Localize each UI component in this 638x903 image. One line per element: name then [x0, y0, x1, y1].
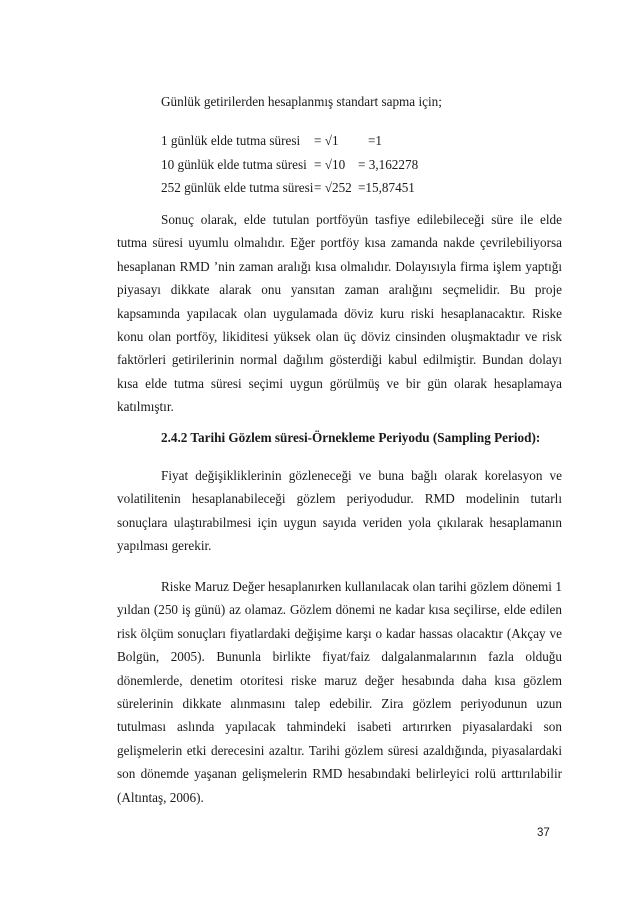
- calc-label: 10 günlük elde tutma süresi: [161, 157, 307, 172]
- page-number: 37: [537, 827, 550, 839]
- intro-line: Günlük getirilerden hesaplanmış standart sapma için;: [161, 94, 442, 109]
- calc-result: =15,87451: [358, 180, 415, 195]
- paragraph-historical-observation: Riske Maruz Değer hesaplanırken kullanılacak olan tarihi gözlem dönemi 1 yıldan (250 iş günü) az olamaz. Gözlem dönemi ne kadar kısa seçilirse, elde edilen risk ölçüm sonuçları fiyatlardaki değişime karşı o kadar hassas olacaktır (Akçay ve Bolgün, 2005). Bununla birlikte fiyat/faiz dalgalanmalarının fazla olduğu dönemlerde, denetim otoritesi riske maruz değer hesabında daha kısa gözlem sürelerinin dikkate alınmasını talep edebilir. Zira gözlem periyodunun uzun tutulması aslında yapılacak tahmindeki isabeti artırırken piyasalardaki son gelişmelerin etki derecesini azaltır. Tarihi gözlem süresi azaldığında, piyasalardaki son dönemde yaşanan gelişmelerin RMD hesabındaki belirleyici rolü arttırılabilir (Altıntaş, 2006).: [117, 579, 562, 805]
- calc-formula: = √1: [314, 133, 339, 148]
- calc-formula: = √252: [314, 180, 352, 195]
- calculation-row: [161, 133, 461, 149]
- paragraph-observation-period: Fiyat değişikliklerinin gözleneceği ve buna bağlı olarak korelasyon ve volatilitenin hesaplanabileceği gözlem periyodudur. RMD modelinin tutarlı sonuçlara ulaştırabilmesi için uygun sayıda veriden yola çıkılarak hesaplamanın yapılması gerekir.: [117, 468, 562, 554]
- calc-label: 252 günlük elde tutma süresi: [161, 180, 314, 195]
- calc-label: 1 günlük elde tutma süresi: [161, 133, 301, 148]
- paragraph-portfolio-liquidity: Sonuç olarak, elde tutulan portföyün tasfiye edilebileceği süre ile elde tutma süresi uyumlu olmalıdır. Eğer portföy kısa zamanda nakde çevrilebiliyorsa hesaplanan RMD ’nin zaman aralığı kısa olmalıdır. Dolayısıyla firma işlem yaptığı piyasayı dikkate alarak onu yansıtan zaman aralığını seçmelidir. Bu proje kapsamında yapılacak olan uygulamada döviz kuru riski hesaplanacaktır. Riske konu olan portföy, likiditesi yüksek olan üç döviz cinsinden oluşmaktadır ve risk faktörleri getirilerinin normal dağılım gösterdiği kabul edilmiştir. Bundan dolayı kısa elde tutma süresi seçimi uygun görülmüş ve bir gün olarak hesaplamaya katılmıştır.: [117, 212, 562, 415]
- calc-formula: = √10: [314, 157, 346, 172]
- calculation-row: [161, 180, 461, 196]
- calc-result: = 3,162278: [358, 157, 419, 172]
- calculation-row: [161, 157, 461, 173]
- section-heading: 2.4.2 Tarihi Gözlem süresi-Örnekleme Periyodu (Sampling Period):: [161, 430, 541, 445]
- calc-result: =1: [368, 133, 383, 148]
